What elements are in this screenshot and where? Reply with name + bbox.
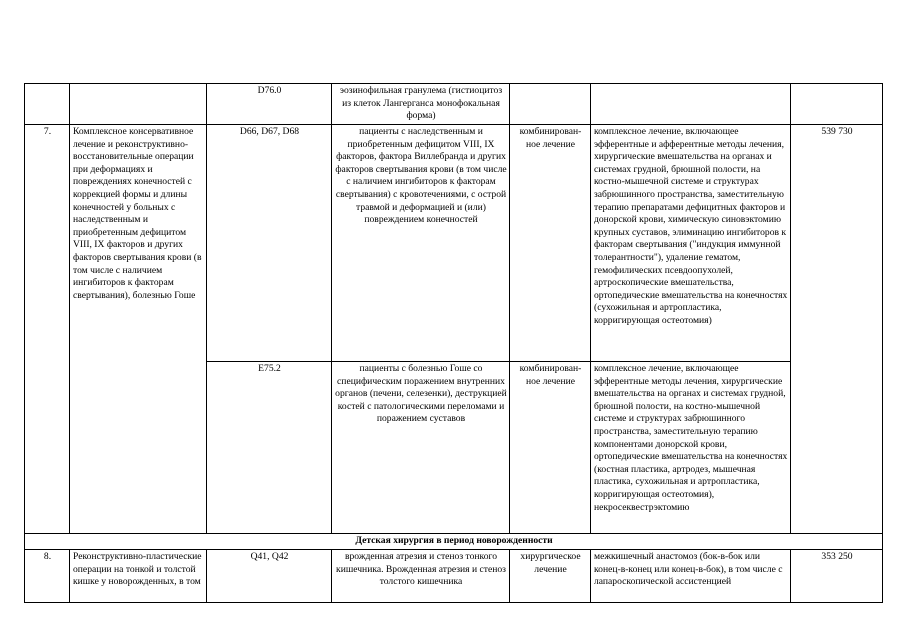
treatment-method-cell [591,550,791,603]
treatment-method-cell [591,125,791,362]
section-title: Детская хирургия в период новорожденности [25,534,883,550]
icd-codes-cell [207,125,332,362]
patient-model-cell [332,125,510,362]
section-header-row [25,534,883,550]
care-name-cell [70,84,207,125]
table-row [25,125,883,362]
icd-codes-cell [207,84,332,125]
treatment-method-cell [591,84,791,125]
treatment-type: комбинирован-ное лечение [519,126,582,150]
treatment-method: межкишечный анастомоз (бок-в-бок или конец-в-конец или конец-в-бок), в том числе с лапароскопической ассистенцией [594,551,783,588]
patient-model-cell [332,550,510,603]
row-number-cell [25,84,70,125]
patient-model-cell [332,84,510,125]
treatment-type: комбинирован-ное лечение [519,363,582,387]
treatment-type-cell [510,125,591,362]
care-name-cell [70,125,207,534]
price-cell [791,550,883,603]
row-number: 8. [43,551,52,562]
treatment-method: комплексное лечение, включающее эфферентные методы лечения, хирургические вмешательства на органах и системах грудной, брюшной полости, на костно-мышечной системе и структурах забрюшинного пространства, заместительную терапию компонентами донорской крови, ортопедические вмешательства на конечностях (костная пластика, артродез, мышечная пластика, сухожильная и артропластика, корригирующая остеотомия), некросеквестрэктомию [594,363,788,513]
price: 353 250 [821,551,853,562]
table-row [25,84,883,125]
treatment-method: комплексное лечение, включающее эфферентные и афферентные методы лечения, хирургические вмешательства на органах и системах грудной, брюшной полости, на костно-мышечной системе и структурах забрюшинного пространства, заместительную терапию препаратами дефицитных факторов и донорской крови, химическую синовэктомию крупных суставов, элиминацию ингибиторов к факторам свертывания ("индукция иммунной толерантности"), удаление гематом, гемофилических псевдоопухолей, артроскопические вмешательства, ортопедические вмешательства на конечностях (сухожильная и артропластика, корригирующая остеотомия) [594,126,788,326]
patient-model-cell [332,362,510,534]
icd-codes: D76.0 [257,85,282,96]
price-cell [791,84,883,125]
icd-codes-cell [207,362,332,534]
treatment-type-cell [510,362,591,534]
treatment-type-cell [510,84,591,125]
medical-care-table [24,83,883,603]
treatment-method-cell [591,362,791,534]
patient-model: пациенты с болезнью Гоше со специфическим поражением внутренних органов (печени, селезенки), деструкцией костей с патологическими переломами и поражением суставов [335,363,507,425]
icd-codes: E75.2 [258,363,281,374]
treatment-type: хирургическое лечение [520,551,581,575]
patient-model: врожденная атрезия и стеноз тонкого кишечника. Врожденная атрезия и стеноз толстого кишечника [336,551,506,588]
care-name-cell [70,550,207,603]
patient-model: эозинофильная гранулема (гистиоцитоз из клеток Лангерганса монофокальная форма) [339,85,503,122]
row-number-cell [25,125,70,534]
row-number-cell [25,550,70,603]
treatment-type-cell [510,550,591,603]
row-number: 7. [43,126,52,137]
icd-codes-cell [207,550,332,603]
icd-codes: Q41, Q42 [250,551,289,562]
table-row [25,550,883,603]
patient-model: пациенты с наследственным и приобретенным дефицитом VIII, IX факторов, фактора Виллебранда и других факторов свертывания крови (в том числе с наличием ингибиторов к факторам свертывания) с кровотечениями, с острой травмой и деформацией и (или) повреждением конечностей [335,126,507,226]
care-name: Реконструктивно-пластические операции на тонкой и толстой кишке у новорожденных, в том [73,551,202,588]
price: 539 730 [821,126,853,137]
price-cell [791,125,883,534]
icd-codes: D66, D67, D68 [239,126,300,137]
care-name: Комплексное консервативное лечение и реконструктивно-восстановительные операции при деформациях и повреждениях конечностей с коррекцией формы и длины конечностей у больных с наследственным и приобретенным дефицитом VIII, IX факторов и других факторов свертывания крови (в том числе с наличием ингибиторов к факторам свертывания), болезнью Гоше [73,126,202,301]
